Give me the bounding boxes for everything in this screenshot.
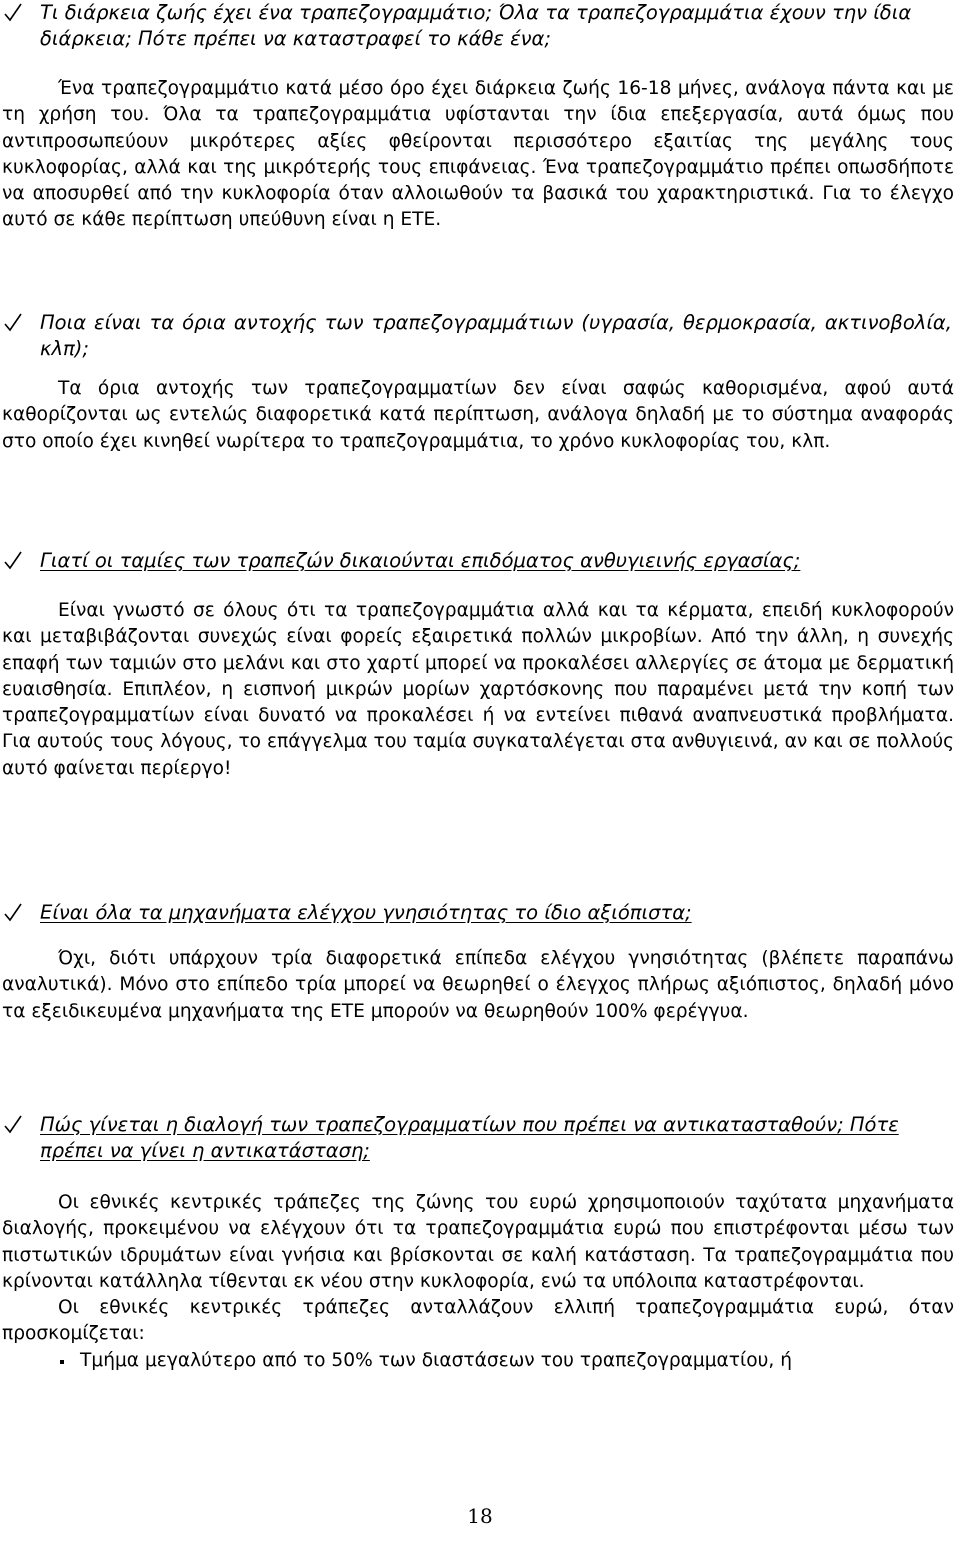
faq-section-3 — [0, 548, 960, 782]
checkmark-icon — [2, 900, 24, 924]
faq-question-1: Τι διάρκεια ζωής έχει ένα τραπεζογραμμάτιο; Όλα τα τραπεζογραμμάτια έχουν την ίδια διάρκεια; Πότε πρέπει να καταστραφεί το κάθε ένα; — [0, 0, 960, 52]
checkmark-icon — [2, 1112, 24, 1136]
checkmark-icon — [2, 0, 24, 24]
faq-section-2 — [0, 310, 960, 455]
bullet-icon — [60, 1360, 64, 1364]
faq-section-4 — [0, 900, 960, 1025]
faq-question-4: Είναι όλα τα μηχανήματα ελέγχου γνησιότητας το ίδιο αξιόπιστα; — [0, 900, 960, 926]
list-item: Τμήμα μεγαλύτερο από το 50% των διαστάσεων του τραπεζογραμματίου, ή — [0, 1348, 960, 1374]
faq-section-5 — [0, 1112, 960, 1374]
faq-section-1 — [0, 0, 960, 234]
faq-answer-3: Είναι γνωστό σε όλους ότι τα τραπεζογραμμάτια αλλά και τα κέρματα, επειδή κυκλοφορούν και μεταβιβάζονται συνεχώς είναι φορείς εξαιρετικά πολλών μικροβίων. Από την άλλη, η συνεχής επαφή των ταμιών στο μελάνι και στο χαρτί μπορεί να προκαλέσει αλλεργίες σε άτομα με δερματική ευαισθησία. Επιπλέον, η εισπνοή μικρών μορίων χαρτόσκονης που παραμένει μετά την κοπή των τραπεζογραμματίων είναι δυνατό να προκαλέσει ή να εντείνει πιθανά αναπνευστικά προβλήματα. Για αυτούς τους λόγους, το επάγγελμα του ταμία συγκαταλέγεται στα ανθυγιεινά, αν και σε πολλούς αυτό φαίνεται περίεργο! — [2, 600, 954, 779]
page-number: 18 — [467, 1504, 493, 1528]
faq-answer-2: Τα όρια αντοχής των τραπεζογραμματίων δεν είναι σαφώς καθορισμένα, αφού αυτά καθορίζονται ως εντελώς διαφορετικά κατά περίπτωση, ανάλογα δηλαδή με το σύστημα αναφοράς στο οποίο έχει κινηθεί νωρίτερα το τραπεζογραμμάτια, το χρόνο κυκλοφορίας του, κλπ. — [2, 378, 954, 452]
checkmark-icon — [2, 548, 24, 572]
faq-question-2: Ποια είναι τα όρια αντοχής των τραπεζογραμμάτιων (υγρασία, θερμοκρασία, ακτινοβολία, κλπ); — [0, 310, 960, 362]
faq-answer-5-continued: Οι εθνικές κεντρικές τράπεζες ανταλλάζουν ελλιπή τραπεζογραμμάτια ευρώ, όταν προσκομίζεται: — [2, 1297, 954, 1345]
checkmark-icon — [2, 310, 24, 334]
faq-answer-4: Όχι, διότι υπάρχουν τρία διαφορετικά επίπεδα ελέγχου γνησιότητας (βλέπετε παραπάνω αναλυτικά). Μόνο στο επίπεδο τρία μπορεί να θεωρηθεί ο έλεγχος πλήρως αξιόπιστος, δηλαδή μόνο τα εξειδικευμένα μηχανήματα της ΕΤΕ μπορούν να θεωρηθούν 100% φερέγγυα. — [2, 948, 954, 1022]
faq-answer-5: Οι εθνικές κεντρικές τράπεζες της ζώνης του ευρώ χρησιμοποιούν ταχύτατα μηχανήματα διαλογής, προκειμένου να ελέγχουν ότι τα τραπεζογραμμάτια ευρώ που επιστρέφονται μέσω των πιστωτικών ιδρυμάτων είναι γνήσια και βρίσκονται σε καλή κατάσταση. Τα τραπεζογραμμάτια που κρίνονται κατάλληλα τίθενται εκ νέου στην κυκλοφορία, ενώ τα υπόλοιπα καταστρέφονται. — [2, 1192, 954, 1292]
faq-answer-1: Ένα τραπεζογραμμάτιο κατά μέσο όρο έχει διάρκεια ζωής 16-18 μήνες, ανάλογα πάντα και με τη χρήση του. Όλα τα τραπεζογραμμάτια υφίστανται την ίδια επεξεργασία, αυτά όμως που αντιπροσωπεύουν μικρότερες αξίες φθείρονται περισσότερο εξαιτίας της μεγάλης τους κυκλοφορίας, αλλά και της μικρότερής τους επιφάνειας. Ένα τραπεζογραμμάτιο πρέπει οπωσδήποτε να αποσυρθεί από την κυκλοφορία όταν αλλοιωθούν τα βασικά του χαρακτηριστικά. Για το έλεγχο αυτό σε κάθε περίπτωση υπεύθυνη είναι η ΕΤΕ. — [2, 78, 954, 231]
faq-question-5: Πώς γίνεται η διαλογή των τραπεζογραμματίων που πρέπει να αντικατασταθούν; Πότε πρέπει να γίνει η αντικατάσταση; — [0, 1112, 960, 1164]
faq-question-3: Γιατί οι ταμίες των τραπεζών δικαιούνται επιδόματος ανθυγιεινής εργασίας; — [0, 548, 960, 574]
